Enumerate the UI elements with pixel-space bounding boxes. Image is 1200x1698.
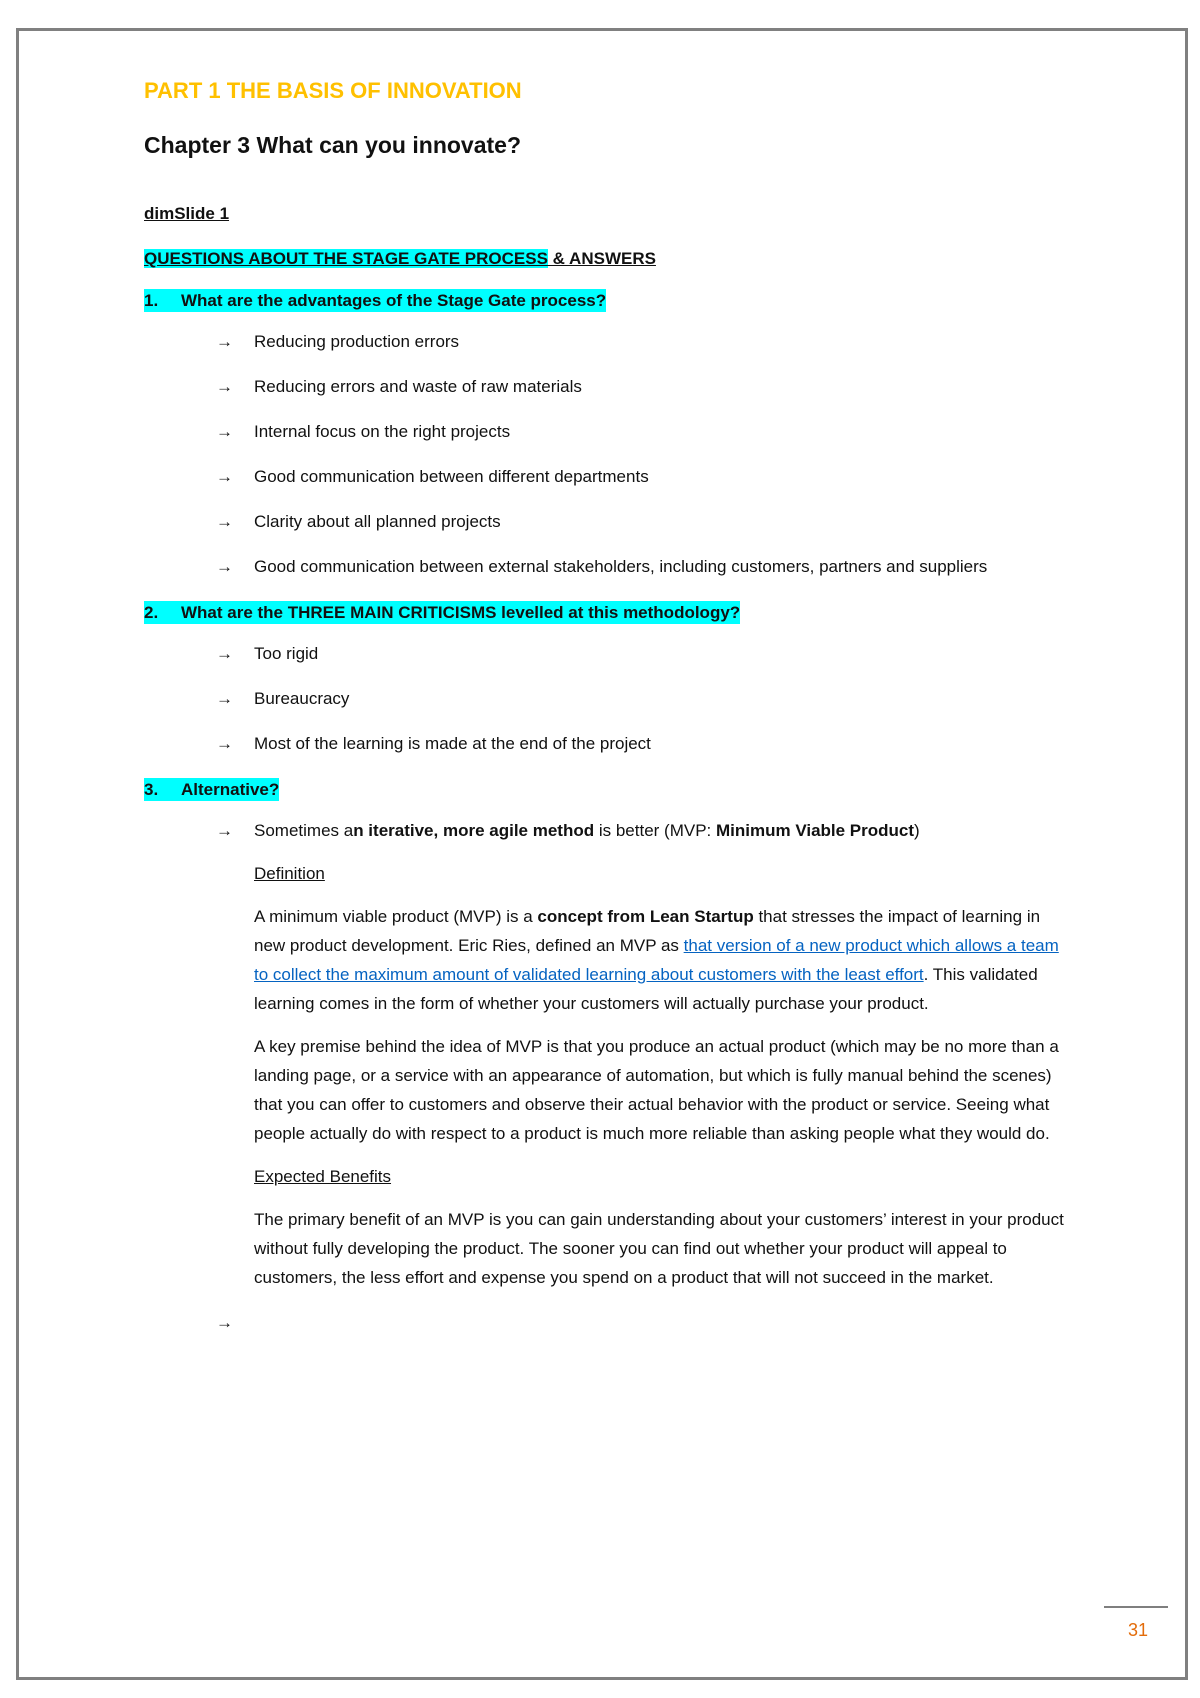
mvp-intro-text-1: Sometimes a [254,821,354,840]
question-text: What are the advantages of the Stage Gate process? [181,291,607,310]
list-item [144,552,1064,581]
list-item-empty [144,1308,1064,1337]
list-item-text: Internal focus on the right projects [254,422,511,441]
definition-text-b: that stresses the impact of learning in new product development. Eric Ries, defined an MVP as [254,907,1041,955]
list-item-text: Good communication between different departments [254,467,649,486]
mvp-definition-link[interactable]: that version of a new product which allows a team to collect the maximum amount of validated learning about customers with the least effort [254,936,1059,984]
list-item-text: Bureaucracy [254,689,350,708]
mvp-intro [254,821,920,840]
arrow-icon: → [216,821,233,840]
question-3 [144,780,1064,800]
arrow-icon: → [216,377,233,396]
question-number: 3. [144,780,159,799]
question-1 [144,291,1064,311]
arrow-icon: → [216,467,233,486]
part-title: PART 1 THE BASIS OF INNOVATION [144,78,522,103]
question-2 [144,603,1064,623]
list-item [144,684,1064,713]
arrow-icon: → [216,332,233,351]
mvp-intro-bold-2: Minimum Viable Product [715,821,915,840]
question-text: Alternative? [181,780,280,799]
chapter-title: Chapter 3 What can you innovate? [144,132,521,158]
definition-text-c: . This validated learning comes in the form of whether your customers will actually purchase your product. [254,965,1038,1013]
arrow-icon: → [216,422,233,441]
definition-paragraph-1 [254,902,1064,1018]
list-item [144,372,1064,401]
mvp-intro-text-2: is better (MVP: [594,821,716,840]
section-heading-highlight: QUESTIONS ABOUT THE STAGE GATE PROCESS [144,249,548,268]
document-body [144,72,1064,1337]
mvp-intro-bold-1: n iterative, more agile method [353,821,595,840]
arrow-icon: → [216,689,233,708]
question-1-highlight [144,289,606,312]
benefits-paragraph: The primary benefit of an MVP is you can gain understanding about your customers’ interest in your product without fully developing the product. The sooner you can find out whether your product will appeal to customers, the less effort and expense you spend on a product that will not succeed in the market. [254,1210,1064,1287]
question-2-highlight [144,601,740,624]
page-number: 31 [1127,1620,1149,1640]
question-3-highlight [144,778,279,801]
footer-rule [1104,1606,1168,1608]
list-item-text: Reducing errors and waste of raw materials [254,377,582,396]
list-item [144,507,1064,536]
list-item-text: Most of the learning is made at the end of the project [254,734,651,753]
list-item [144,462,1064,491]
list-item-text: Too rigid [254,644,319,663]
question-number: 1. [144,291,159,310]
section-heading-rest: & ANSWERS [547,249,656,268]
definition-text-a: A minimum viable product (MVP) is a [254,907,538,926]
slide-label: dimSlide 1 [144,204,230,223]
arrow-icon: → [216,557,233,576]
list-item [144,417,1064,446]
list-item-text: Reducing production errors [254,332,460,351]
definition-paragraph-2: A key premise behind the idea of MVP is that you produce an actual product (which may be no more than a landing page, or a service with an appearance of automation, but which is fully manual behind the scenes) that you can offer to customers and observe their actual behavior with the product or service. Seeing what people actually do with respect to a product is much more reliable than asking people what they would do. [254,1037,1059,1143]
definition-heading: Definition [254,864,325,883]
list-item [144,639,1064,668]
list-item [144,729,1064,758]
trailing-list [144,1308,1064,1337]
arrow-icon: → [216,512,233,531]
list-item-text: Good communication between external stakeholders, including customers, partners and suppliers [254,557,988,576]
arrow-icon: → [216,734,233,753]
question-3-answers [144,816,1064,845]
definition-bold: concept from Lean Startup [537,907,754,926]
question-1-answers [144,327,1064,581]
question-2-answers [144,639,1064,758]
section-heading [144,249,1064,269]
arrow-icon: → [216,1313,233,1332]
arrow-icon: → [216,644,233,663]
question-number: 2. [144,603,159,622]
benefits-heading: Expected Benefits [254,1167,392,1186]
list-item-text: Clarity about all planned projects [254,512,501,531]
list-item [144,816,1064,845]
list-item [144,327,1064,356]
question-text: What are the THREE MAIN CRITICISMS levelled at this methodology? [181,603,741,622]
mvp-intro-text-3: ) [914,821,920,840]
